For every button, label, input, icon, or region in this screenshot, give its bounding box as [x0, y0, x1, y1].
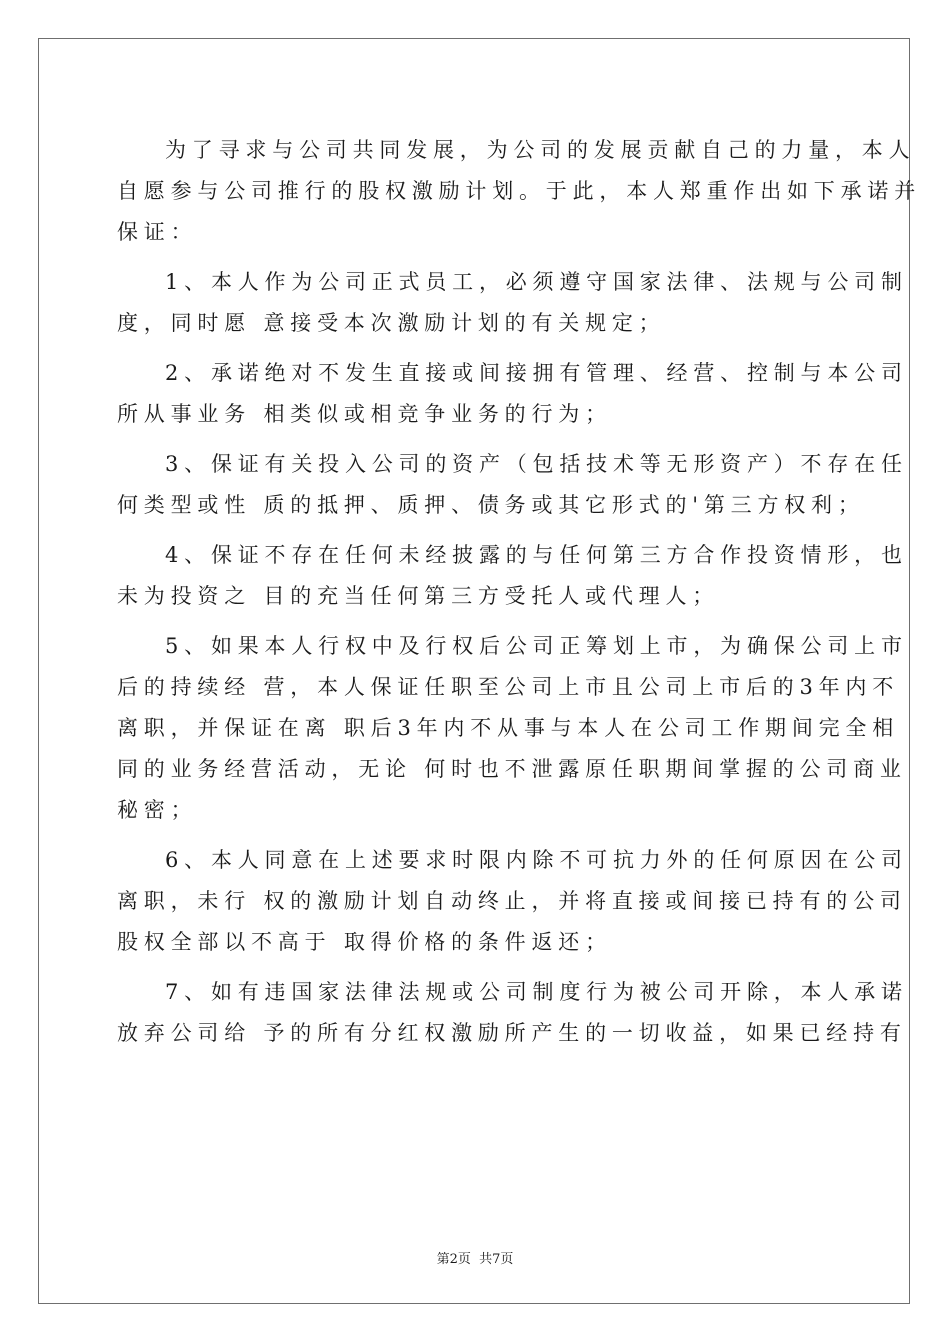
text-line: 秘密； [117, 798, 198, 822]
text-line: 6、本人同意在上述要求时限内除不可抗力外的任何原因在公司 [165, 848, 908, 872]
text-line: 离职，未行 权的激励计划自动终止，并将直接或间接已持有的公司 [117, 889, 907, 913]
text-line: 未为投资之 目的充当任何第三方受托人或代理人； [117, 584, 720, 608]
text-line: 后的持续经 营，本人保证任职至公司上市且公司上市后的3年内不 [117, 675, 900, 699]
text-line: 为了寻求与公司共同发展，为公司的发展贡献自己的力量，本人 [165, 138, 916, 162]
paragraph-item-7 [117, 972, 908, 1054]
page-number: 第2页 [436, 1252, 471, 1267]
text-line: 股权全部以不高于 取得价格的条件返还； [117, 930, 612, 954]
text-line: 度，同时愿 意接受本次激励计划的有关规定； [117, 311, 666, 335]
paragraph-item-5 [117, 626, 908, 831]
text-line: 7、如有违国家法律法规或公司制度行为被公司开除，本人承诺 [165, 980, 908, 1004]
paragraph-intro [117, 130, 921, 253]
paragraph-item-3 [117, 444, 908, 526]
text-line: 保证： [117, 220, 198, 244]
text-line: 放弃公司给 予的所有分红权激励所产生的一切收益，如果已经持有 [117, 1021, 907, 1045]
page-total: 共7页 [479, 1252, 514, 1267]
text-line: 同的业务经营活动，无论 何时也不泄露原任职期间掌握的公司商业 [117, 757, 907, 781]
paragraph-item-4 [117, 535, 908, 617]
page-footer [0, 1248, 950, 1267]
text-line: 4、保证不存在任何未经披露的与任何第三方合作投资情形，也 [165, 543, 908, 567]
text-line: 2、承诺绝对不发生直接或间接拥有管理、经营、控制与本公司 [165, 361, 908, 385]
text-line: 所从事业务 相类似或相竞争业务的行为； [117, 402, 612, 426]
text-line: 1、本人作为公司正式员工，必须遵守国家法律、法规与公司制 [165, 270, 908, 294]
text-line: 何类型或性 质的抵押、质押、债务或其它形式的'第三方权利； [117, 493, 865, 517]
text-line: 3、保证有关投入公司的资产（包括技术等无形资产）不存在任 [165, 452, 908, 476]
paragraph-item-2 [117, 353, 908, 435]
paragraph-item-1 [117, 262, 908, 344]
paragraph-item-6 [117, 840, 908, 963]
text-line: 5、如果本人行权中及行权后公司正筹划上市，为确保公司上市 [165, 634, 908, 658]
text-line: 离职，并保证在离 职后3年内不从事与本人在公司工作期间完全相 [117, 716, 900, 740]
text-line: 自愿参与公司推行的股权激励计划。于此，本人郑重作出如下承诺并 [117, 179, 921, 203]
document-body [117, 130, 921, 1054]
